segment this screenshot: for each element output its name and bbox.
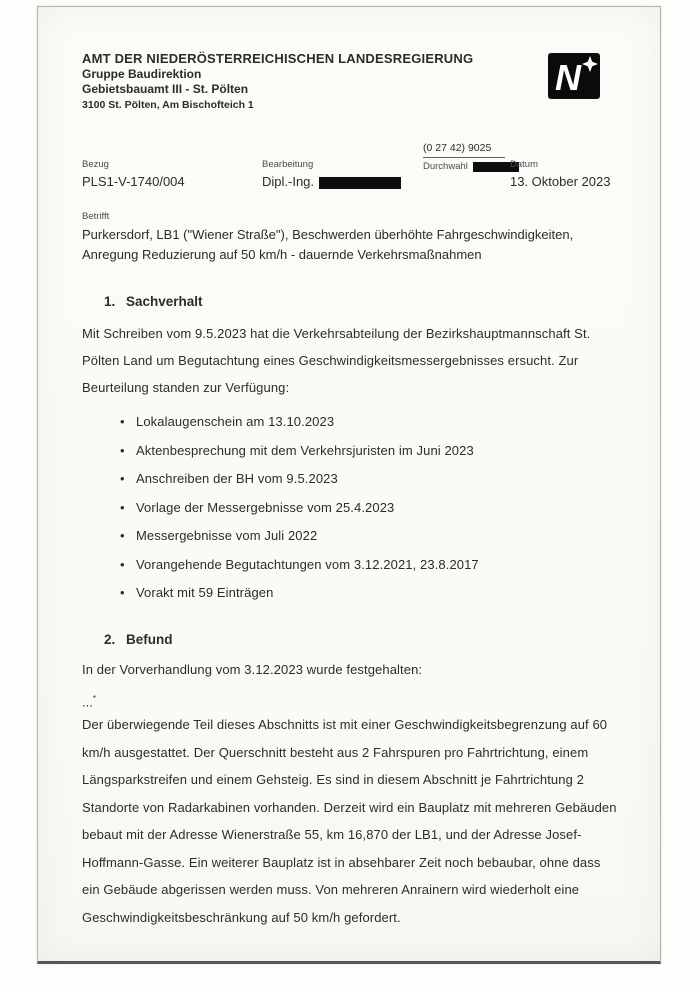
ellipsis-text: ... <box>82 694 93 710</box>
document-page <box>37 6 661 964</box>
reference-bearbeitung <box>262 159 401 189</box>
org-group: Gruppe Baudirektion <box>82 67 202 81</box>
durchwahl-label: Durchwahl <box>423 161 468 172</box>
list-item: • Vorangehende Begutachtungen vom 3.12.2021, 23.8.2017 <box>120 555 620 574</box>
subject-label: Betrifft <box>82 211 110 222</box>
list-item: • Lokalaugenschein am 13.10.2023 <box>120 412 620 431</box>
subject-block <box>82 211 620 264</box>
org-office: Gebietsbauamt III - St. Pölten <box>82 82 249 96</box>
reference-block <box>82 142 620 201</box>
bearbeitung-title: Dipl.-Ing. <box>262 174 315 189</box>
list-item: • Aktenbesprechung mit dem Verkehrsjuristen im Juni 2023 <box>120 441 620 460</box>
org-address: 3100 St. Pölten, Am Bischofteich 1 <box>82 99 254 111</box>
section-1-heading <box>104 294 620 309</box>
section-2-heading <box>104 632 620 647</box>
phone-underline <box>423 156 505 158</box>
list-item: • Anschreiben der BH vom 9.5.2023 <box>120 469 620 488</box>
svg-text:N: N <box>555 57 581 98</box>
letterhead <box>82 51 620 111</box>
org-name: AMT DER NIEDERÖSTERREICHISCHEN LANDESREGIERUNG <box>82 51 474 66</box>
section-2-intro: In der Vorverhandlung vom 3.12.2023 wurde festgehalten: <box>82 662 423 677</box>
bearbeitung-value <box>262 174 401 189</box>
reference-bezug <box>82 159 185 189</box>
section-1-title: Sachverhalt <box>126 294 203 309</box>
evidence-list <box>82 412 620 602</box>
datum-value: 13. Oktober 2023 <box>510 174 611 189</box>
section-2-title: Befund <box>126 632 173 647</box>
footnote-mark: * <box>92 694 96 703</box>
section-1-intro: Mit Schreiben vom 9.5.2023 hat die Verkehrsabteilung der Bezirkshauptmannschaft St. Pölten Land um Begutachtung eines Geschwindigkeitsmessergebnisses ersucht. Zur Beurteilung standen zur Verfügung: <box>82 326 591 395</box>
section-2-number: 2. <box>104 632 116 647</box>
bearbeitung-label: Bearbeitung <box>262 159 314 170</box>
section-2-body: Der überwiegende Teil dieses Abschnitts ist mit einer Geschwindigkeitsbegrenzung auf 60 km/h ausgestattet. Der Querschnitt besteht aus 2 Fahrspuren pro Fahrtrichtung, einem Längsparkstreifen und einem Gehsteig. Es sind in diesem Abschnitt je Fahrtrichtung 2 Standorte von Radarkabinen vorhanden. Derzeit wird ein Bauplatz mit mehreren Gebäuden bebaut mit der Adresse Wienerstraße 55, km 16,870 der LB1, und der Adresse Josef-Hoffmann-Gasse. Ein weiterer Bauplatz ist in absehbarer Zeit noch bebaubar, ohne dass ein Gebäude abgerissen werden muss. Von mehreren Anrainern wird wiederholt eine Geschwindigkeitsbeschränkung auf 50 km/h gefordert. <box>82 717 617 925</box>
reference-datum <box>510 159 610 189</box>
omission-ellipsis <box>82 692 620 708</box>
noe-logo <box>548 53 600 99</box>
bezug-label: Bezug <box>82 159 109 170</box>
noe-logo-graphic <box>548 53 600 99</box>
subject-text: Purkersdorf, LB1 ("Wiener Straße"), Beschwerden überhöhte Fahrgeschwindigkeiten, Anregung Reduzierung auf 50 km/h - dauernde Verkehrsmaßnahmen <box>82 227 574 262</box>
datum-label: Datum <box>510 159 538 170</box>
section-1-number: 1. <box>104 294 116 309</box>
redaction-bar-name <box>319 177 401 189</box>
phone-number: (0 27 42) 9025 <box>423 142 492 154</box>
bezug-value: PLS1-V-1740/004 <box>82 174 185 189</box>
page-content <box>38 51 660 931</box>
list-item: • Messergebnisse vom Juli 2022 <box>120 526 620 545</box>
list-item: • Vorakt mit 59 Einträgen <box>120 583 620 602</box>
reference-durchwahl <box>423 142 519 172</box>
list-item: • Vorlage der Messergebnisse vom 25.4.2023 <box>120 498 620 517</box>
